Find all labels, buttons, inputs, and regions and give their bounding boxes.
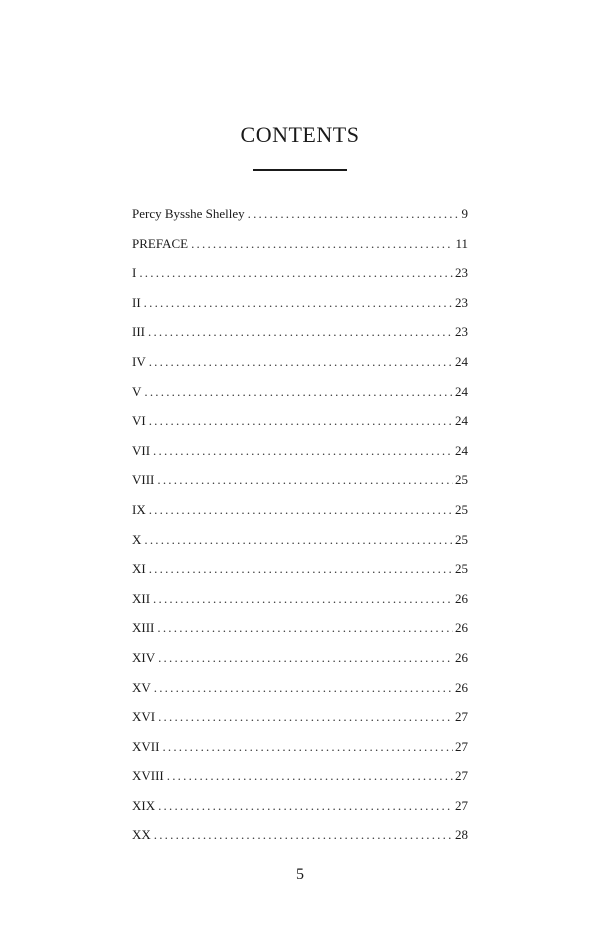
toc-entry-page: 28 xyxy=(455,827,468,843)
toc-entry-label: III xyxy=(132,324,145,340)
toc-entry[interactable] xyxy=(132,206,468,236)
toc-entry-page: 25 xyxy=(455,531,468,547)
toc-entry-label: V xyxy=(132,383,142,399)
toc-entry-page: 26 xyxy=(455,590,468,606)
toc-entry-page: 24 xyxy=(455,353,468,369)
toc-entry[interactable] xyxy=(132,650,468,680)
toc-entry-label: VI xyxy=(132,413,146,429)
title-divider xyxy=(253,169,347,171)
toc-entry[interactable] xyxy=(132,591,468,621)
toc-entry-page: 24 xyxy=(455,383,468,399)
toc-entry-label: XX xyxy=(132,827,151,843)
toc-entry-label: XIV xyxy=(132,649,156,665)
toc-entry-page: 27 xyxy=(455,709,468,725)
toc-entry-label: Percy Bysshe Shelley xyxy=(132,206,245,221)
toc-entry[interactable] xyxy=(132,472,468,502)
table-of-contents xyxy=(132,206,468,857)
dot-leader xyxy=(144,532,453,548)
toc-entry-page: 27 xyxy=(455,797,468,813)
dot-leader xyxy=(157,620,453,636)
toc-entry[interactable] xyxy=(132,295,468,325)
toc-entry[interactable] xyxy=(132,265,468,295)
dot-leader xyxy=(144,295,453,311)
dot-leader xyxy=(153,443,453,459)
toc-entry[interactable] xyxy=(132,236,468,266)
dot-leader xyxy=(148,324,453,340)
toc-entry-label: II xyxy=(132,294,141,310)
dot-leader xyxy=(144,384,453,400)
toc-entry-label: XVI xyxy=(132,709,156,725)
dot-leader xyxy=(149,354,453,370)
dot-leader xyxy=(191,236,453,252)
toc-entry-page: 9 xyxy=(461,206,468,221)
toc-entry[interactable] xyxy=(132,561,468,591)
toc-entry-page: 26 xyxy=(455,649,468,665)
toc-entry-page: 23 xyxy=(455,265,468,281)
toc-entry-label: PREFACE xyxy=(132,235,189,251)
dot-leader xyxy=(158,709,453,725)
toc-entry-label: XII xyxy=(132,590,151,606)
toc-entry[interactable] xyxy=(132,384,468,414)
page-title: CONTENTS xyxy=(240,122,360,147)
toc-entry[interactable] xyxy=(132,739,468,769)
toc-entry-page: 25 xyxy=(455,472,468,488)
toc-entry-page: 23 xyxy=(455,294,468,310)
toc-entry-page: 25 xyxy=(455,501,468,517)
toc-entry[interactable] xyxy=(132,324,468,354)
toc-entry-page: 26 xyxy=(455,679,468,695)
dot-leader xyxy=(158,798,453,814)
toc-entry[interactable] xyxy=(132,798,468,828)
toc-entry[interactable] xyxy=(132,413,468,443)
toc-entry-label: X xyxy=(132,531,142,547)
dot-leader xyxy=(248,206,460,222)
page-number: 5 xyxy=(296,866,304,883)
toc-entry-label: IV xyxy=(132,353,146,369)
dot-leader xyxy=(162,739,453,755)
toc-entry[interactable] xyxy=(132,709,468,739)
toc-entry-page: 23 xyxy=(455,324,468,340)
toc-entry[interactable] xyxy=(132,532,468,562)
toc-entry-page: 26 xyxy=(455,620,468,636)
toc-entry[interactable] xyxy=(132,502,468,532)
toc-entry-page: 25 xyxy=(455,561,468,577)
dot-leader xyxy=(153,591,453,607)
dot-leader xyxy=(167,768,453,784)
toc-entry-page: 27 xyxy=(455,768,468,784)
toc-entry-page: 24 xyxy=(455,413,468,429)
toc-entry-label: VII xyxy=(132,442,151,458)
toc-entry-label: XV xyxy=(132,679,151,695)
toc-entry-page: 24 xyxy=(455,442,468,458)
toc-entry-label: XIX xyxy=(132,797,156,813)
dot-leader xyxy=(149,561,453,577)
toc-entry[interactable] xyxy=(132,620,468,650)
toc-entry-page: 27 xyxy=(455,738,468,754)
toc-entry-label: XIII xyxy=(132,620,155,636)
dot-leader xyxy=(139,265,453,281)
dot-leader xyxy=(157,472,453,488)
toc-entry-label: XI xyxy=(132,561,146,577)
toc-entry-label: XVII xyxy=(132,738,160,754)
toc-entry-label: VIII xyxy=(132,472,155,488)
toc-entry[interactable] xyxy=(132,680,468,710)
toc-entry-label: I xyxy=(132,265,137,281)
toc-entry[interactable] xyxy=(132,768,468,798)
toc-entry-label: XVIII xyxy=(132,768,164,784)
toc-entry[interactable] xyxy=(132,827,468,857)
dot-leader xyxy=(149,413,453,429)
toc-entry[interactable] xyxy=(132,354,468,384)
dot-leader xyxy=(154,827,453,843)
dot-leader xyxy=(149,502,453,518)
toc-entry[interactable] xyxy=(132,443,468,473)
toc-entry-label: IX xyxy=(132,501,146,517)
dot-leader xyxy=(154,680,453,696)
dot-leader xyxy=(158,650,453,666)
toc-entry-page: 11 xyxy=(455,235,468,251)
